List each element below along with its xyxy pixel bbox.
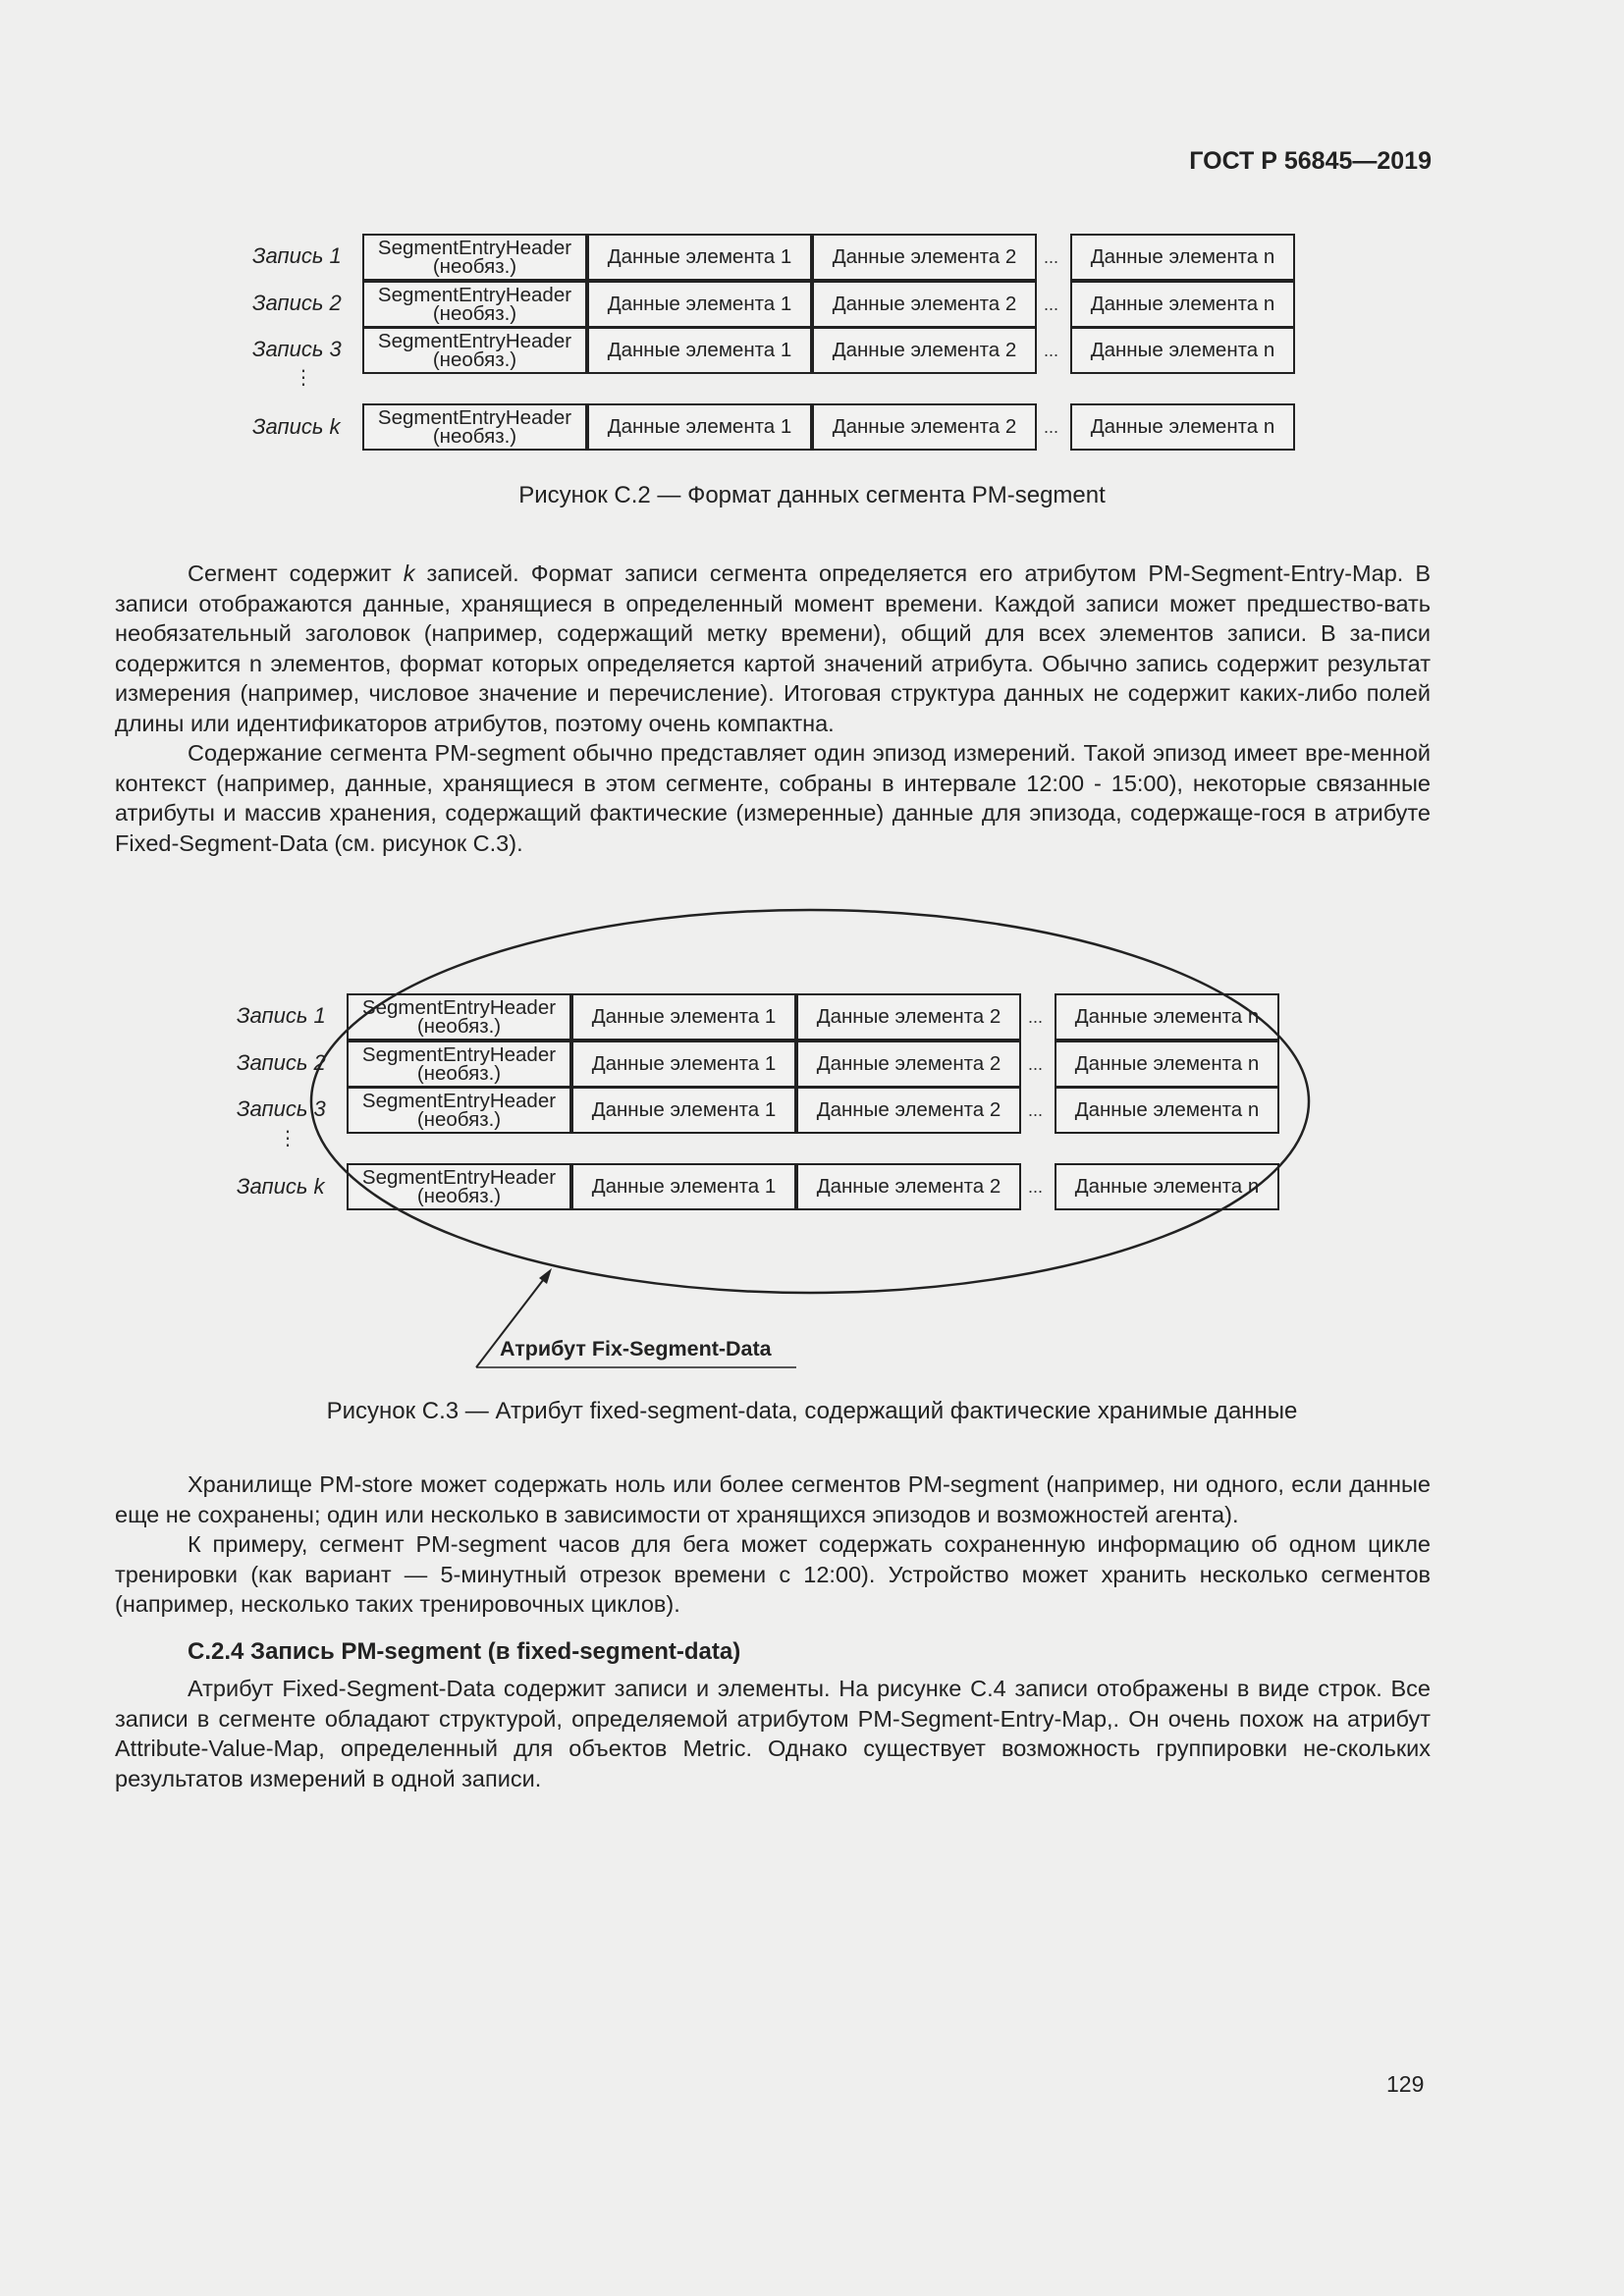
figure-c3-caption: Рисунок С.3 — Атрибут fixed-segment-data, содержащий фактические хранимые данные (326, 1398, 1298, 1424)
text-run: записей. Формат записи сегмента определяется его атрибутом PM-Segment-Entry-Map. В записи отображаются данные, хранящиеся в определенный момент времени. Каждой записи может предшество-вать необязательный заголовок (например, содержащий метку времени), общий для всех элементов записи. В за-писи содержится n элементов, формат которых определяется картой значений атрибута. Обычно запись содержит результат измерения (например, числовое значение и перечисление). Итоговая структура данных не содержит каких-либо полей длины или идентификаторов атрибутов, поэтому очень компактна. (115, 561, 1432, 736)
paragraph: Хранилище PM-store может содержать ноль или более сегментов PM-segment (например, ни одного, если данные еще не сохранены; один или несколько в зависимости от хранящихся эпизодов и возможностей агента). (115, 1471, 1431, 1527)
data-element-2-cell: Данные элемента 2 (796, 1087, 1021, 1134)
data-element-n-cell: Данные элемента n (1070, 281, 1295, 328)
data-element-2-cell: Данные элемента 2 (812, 234, 1037, 281)
attribute-label: Атрибут Fix-Segment-Data (500, 1337, 772, 1361)
record-label-k: Запись k (237, 1174, 325, 1199)
header-cell-note: (необяз.) (416, 1015, 502, 1038)
header-cell-note: (необяз.) (416, 1185, 502, 1207)
header-cell-note: (необяз.) (416, 1062, 502, 1085)
data-element-1-cell: Данные элемента 1 (587, 281, 812, 328)
header-cell-title: SegmentEntryHeader (361, 1043, 557, 1066)
header-cell-note: (необяз.) (432, 255, 517, 278)
data-element-1-cell: Данные элемента 1 (571, 1087, 796, 1134)
figure-c2-caption: Рисунок С.2 — Формат данных сегмента PM-segment (518, 482, 1106, 508)
data-element-2-cell: Данные элемента 2 (812, 327, 1037, 374)
data-element-1-cell: Данные элемента 1 (571, 1163, 796, 1210)
page-number: 129 (1386, 2071, 1425, 2097)
header-cell-title: SegmentEntryHeader (377, 330, 572, 352)
header-cell-title: SegmentEntryHeader (361, 1090, 557, 1112)
vertical-ellipsis: ⋮ (294, 367, 313, 389)
data-element-2-cell: Данные элемента 2 (812, 281, 1037, 328)
data-element-1-cell: Данные элемента 1 (571, 1041, 796, 1088)
document-id: ГОСТ Р 56845—2019 (1189, 147, 1432, 175)
header-cell-title: SegmentEntryHeader (377, 406, 572, 429)
header-cell-note: (необяз.) (416, 1108, 502, 1131)
record-label-1: Запись 1 (237, 1003, 326, 1028)
paragraph: Атрибут Fixed-Segment-Data содержит записи и элементы. На рисунке С.4 записи отображены в виде строк. Все записи в сегменте обладают структурой, определяемой атрибутом PM-Segment-Entry-Map,. Он очень похож на атрибут Attribute-Value-Map, определенный для объектов Metric. Однако существует возможность группировки не-скольких результатов измерений в одной записи. (115, 1676, 1431, 1791)
header-cell-title: SegmentEntryHeader (377, 237, 572, 259)
data-element-2-cell: Данные элемента 2 (796, 993, 1021, 1041)
record-label-k: Запись k (252, 414, 341, 439)
text-run: Сегмент содержит (188, 561, 404, 586)
header-cell-title: SegmentEntryHeader (361, 1166, 557, 1189)
ellipsis: ... (1028, 1100, 1044, 1120)
data-element-n-cell: Данные элемента n (1055, 1087, 1279, 1134)
data-element-n-cell: Данные элемента n (1070, 403, 1295, 451)
data-element-2-cell: Данные элемента 2 (796, 1163, 1021, 1210)
header-cell-title: SegmentEntryHeader (377, 284, 572, 306)
data-element-n-cell: Данные элемента n (1055, 993, 1279, 1041)
data-element-1-cell: Данные элемента 1 (587, 234, 812, 281)
ellipsis: ... (1044, 341, 1059, 360)
data-element-n-cell: Данные элемента n (1055, 1163, 1279, 1210)
data-element-n-cell: Данные элемента n (1055, 1041, 1279, 1088)
text-run-italic: k (403, 561, 415, 586)
ellipsis: ... (1044, 294, 1059, 314)
record-label-1: Запись 1 (252, 243, 342, 268)
data-element-1-cell: Данные элемента 1 (587, 327, 812, 374)
header-cell-note: (необяз.) (432, 348, 517, 371)
data-element-2-cell: Данные элемента 2 (796, 1041, 1021, 1088)
body-text-block-2 (115, 1469, 1431, 1620)
ellipsis: ... (1044, 417, 1059, 437)
ellipsis: ... (1028, 1054, 1044, 1074)
paragraph: Содержание сегмента PM-segment обычно представляет один эпизод измерений. Такой эпизод имеет вре-менной контекст (например, данные, хранящиеся в этом сегменте, собраны в интервале 12:00 - 15:00), некоторые связанные атрибуты и массив хранения, содержащий фактические (измеренные) данные для эпизода, содержаще-гося в атрибуте Fixed-Segment-Data (см. рисунок С.3). (115, 740, 1431, 856)
data-element-1-cell: Данные элемента 1 (571, 993, 796, 1041)
fixed-segment-data-ellipse (311, 910, 1309, 1293)
data-element-2-cell: Данные элемента 2 (812, 403, 1037, 451)
record-label-3: Запись 3 (237, 1096, 326, 1121)
header-cell-title: SegmentEntryHeader (361, 996, 557, 1019)
ellipsis: ... (1028, 1007, 1044, 1027)
record-label-2: Запись 2 (237, 1050, 326, 1075)
data-element-n-cell: Данные элемента n (1070, 234, 1295, 281)
header-cell-note: (необяз.) (432, 425, 517, 448)
record-label-3: Запись 3 (252, 337, 342, 361)
body-text-block-3 (115, 1674, 1431, 1793)
section-heading: С.2.4 Запись PM-segment (в fixed-segment-data) (188, 1638, 741, 1665)
vertical-ellipsis: ⋮ (278, 1128, 298, 1149)
paragraph: К примеру, сегмент PM-segment часов для бега может содержать сохраненную информацию об одном цикле тренировки (как вариант — 5-минутный отрезок времени с 12:00). Устройство может хранить несколько сегментов (например, несколько таких тренировочных циклов). (115, 1531, 1431, 1617)
header-cell-note: (необяз.) (432, 302, 517, 325)
data-element-1-cell: Данные элемента 1 (587, 403, 812, 451)
record-label-2: Запись 2 (252, 291, 342, 315)
ellipsis: ... (1044, 247, 1059, 267)
data-element-n-cell: Данные элемента n (1070, 327, 1295, 374)
ellipsis: ... (1028, 1177, 1044, 1197)
